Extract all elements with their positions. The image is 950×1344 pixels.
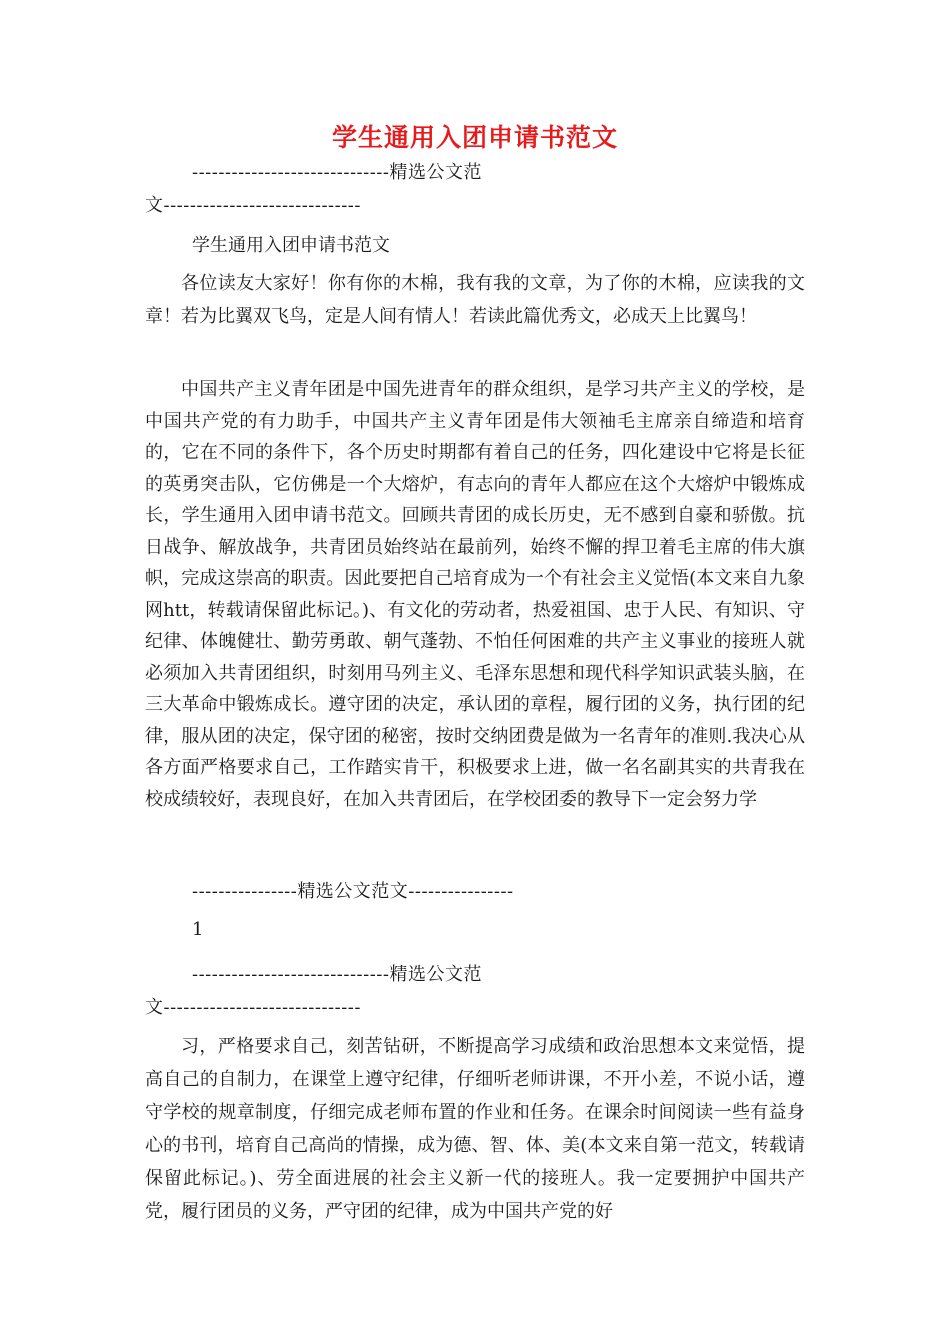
footer-separator: ----------------精选公文范文---------------- bbox=[192, 881, 514, 902]
header-separator-line2: 文------------------------------ bbox=[145, 997, 361, 1018]
header-separator-line1: ------------------------------精选公文范 bbox=[192, 162, 482, 183]
page-number: 1 bbox=[192, 919, 204, 940]
document-subtitle: 学生通用入团申请书范文 bbox=[192, 235, 390, 256]
main-paragraph: 中国共产主义青年团是中国先进青年的群众组织，是学习共产主义的学校，是中国共产党的有力助手，中国共产主义青年团是伟大领袖毛主席亲自缔造和培育的，它在不同的条件下，各个历史时期都有着自己的任务，四化建设中它将是长征的英勇突击队，它仿佛是一个大熔炉，有志向的青年人都应在这个大熔炉中锻炼成长，学生通用入团申请书范文。回顾共青团的成长历史，无不感到自豪和骄傲。抗日战争、解放战争，共青团员始终站在最前列，始终不懈的捍卫着毛主席的伟大旗帜，完成这崇高的职责。因此要把自己培育成为一个有社会主义觉悟(本文来自九象网htt，转载请保留此标记。)、有文化的劳动者，热爱祖国、忠于人民、有知识、守纪律、体魄健壮、勤劳勇敢、朝气蓬勃、不怕任何困难的共产主义事业的接班人就必须加入共青团组织，时刻用马列主义、毛泽东思想和现代科学知识武装头脑，在三大革命中锻炼成长。遵守团的决定，承认团的章程，履行团的义务，执行团的纪律，服从团的决定，保守团的秘密，按时交纳团费是做为一名青年的准则.我决心从各方面严格要求自己，工作踏实肯干，积极要求上进，做一名名副其实的共青我在校成绩较好，表现良好，在加入共青团后，在学校团委的教导下一定会努力学 bbox=[145, 379, 805, 810]
continued-paragraph: 习，严格要求自己，刻苦钻研，不断提高学习成绩和政治思想本文来觉悟，提高自己的自制力，在课堂上遵守纪律，仔细听老师讲课，不开小差，不说小话，遵守学校的规章制度，仔细完成老师布置的作业和任务。在课余时间阅读一些有益身心的书刊，培育自己高尚的情操，成为德、智、体、美(本文来自第一范文，转载请保留此标记。)、劳全面进展的社会主义新一代的接班人。我一定要拥护中国共产党，履行团员的义务，严守团的纪律，成为中国共产党的好 bbox=[145, 1036, 805, 1222]
header-separator-line2: 文------------------------------ bbox=[145, 195, 361, 216]
intro-paragraph: 各位读友大家好！你有你的木棉，我有我的文章，为了你的木棉，应读我的文章！若为比翼双飞鸟，定是人间有情人！若读此篇优秀文，必成天上比翼鸟！ bbox=[145, 273, 805, 327]
document-title: 学生通用入团申请书范文 bbox=[331, 123, 618, 152]
header-separator-line1: ------------------------------精选公文范 bbox=[192, 964, 482, 985]
